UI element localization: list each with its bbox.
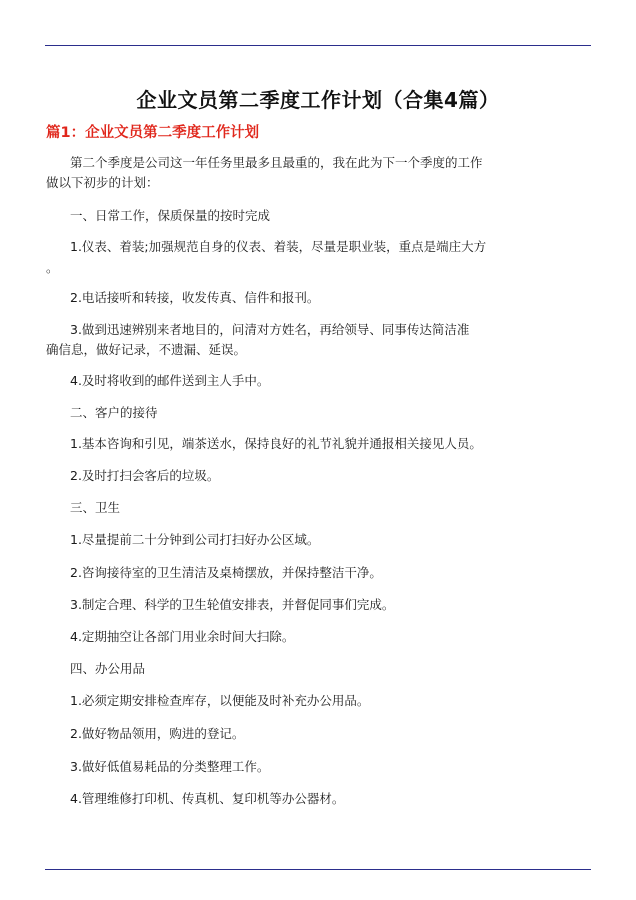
paragraph-line: 。 — [46, 260, 59, 275]
paragraph-line: 三、卫生 — [70, 500, 121, 515]
body-paragraph-continuation — [46, 340, 516, 360]
intro-line: 第二个季度是公司这一年任务里最多且最重的，我在此为下一个季度的工作 — [70, 155, 483, 170]
body-paragraph — [70, 724, 540, 744]
body-paragraph — [70, 237, 540, 257]
body-paragraph-continuation — [46, 258, 516, 278]
body-paragraph — [70, 757, 540, 777]
section-heading: 篇1：企业文员第二季度工作计划 — [46, 125, 260, 141]
body-paragraph — [70, 434, 540, 454]
paragraph-line: 二、客户的接待 — [70, 405, 158, 420]
paragraph-line: 3.制定合理、科学的卫生轮值安排表，并督促同事们完成。 — [70, 597, 395, 612]
paragraph-line: 1.基本咨询和引见，端茶送水，保持良好的礼节礼貌并通报相关接见人员。 — [70, 436, 482, 451]
bottom-rule — [45, 869, 591, 870]
paragraph-line: 3.做到迅速辨别来者地目的，问清对方姓名，再给领导、同事传达简洁准 — [70, 322, 470, 337]
body-paragraph — [70, 288, 540, 308]
body-paragraph — [70, 498, 540, 518]
paragraph-line: 2.及时打扫会客后的垃圾。 — [70, 468, 220, 483]
paragraph-line: 1.必须定期安排检查库存，以便能及时补充办公用品。 — [70, 693, 370, 708]
paragraph-line: 2.做好物品领用，购进的登记。 — [70, 726, 245, 741]
body-paragraph — [70, 530, 540, 550]
paragraph-line: 一、日常工作，保质保量的按时完成 — [70, 208, 271, 223]
paragraph-line: 4.及时将收到的邮件送到主人手中。 — [70, 373, 270, 388]
paragraph-line: 确信息，做好记录，不遗漏、延误。 — [46, 342, 247, 357]
body-paragraph — [70, 627, 540, 647]
body-paragraph — [70, 659, 540, 679]
top-rule — [45, 45, 591, 46]
body-paragraph — [70, 466, 540, 486]
paragraph-line: 3.做好低值易耗品的分类整理工作。 — [70, 759, 270, 774]
paragraph-line: 4.管理维修打印机、传真机、复印机等办公器材。 — [70, 791, 345, 806]
body-paragraph — [70, 206, 540, 226]
paragraph-line: 1.尽量提前二十分钟到公司打扫好办公区域。 — [70, 532, 320, 547]
paragraph-line: 四、办公用品 — [70, 661, 146, 676]
body-paragraph — [70, 320, 540, 340]
paragraph-line: 2.咨询接待室的卫生清洁及桌椅摆放，并保持整洁干净。 — [70, 565, 382, 580]
body-paragraph — [70, 789, 540, 809]
body-paragraph — [70, 371, 540, 391]
intro-line: 做以下初步的计划： — [46, 175, 159, 190]
body-paragraph — [70, 563, 540, 583]
intro-paragraph — [46, 153, 516, 193]
document-title: 企业文员第二季度工作计划（合集4篇） — [136, 88, 500, 112]
body-paragraph — [70, 691, 540, 711]
paragraph-line: 1.仪表、着装;加强规范自身的仪表、着装，尽量是职业装，重点是端庄大方 — [70, 239, 487, 254]
body-paragraph — [70, 403, 540, 423]
paragraph-line: 4.定期抽空让各部门用业余时间大扫除。 — [70, 629, 295, 644]
paragraph-line: 2.电话接听和转接，收发传真、信件和报刊。 — [70, 290, 320, 305]
body-paragraph — [70, 595, 540, 615]
